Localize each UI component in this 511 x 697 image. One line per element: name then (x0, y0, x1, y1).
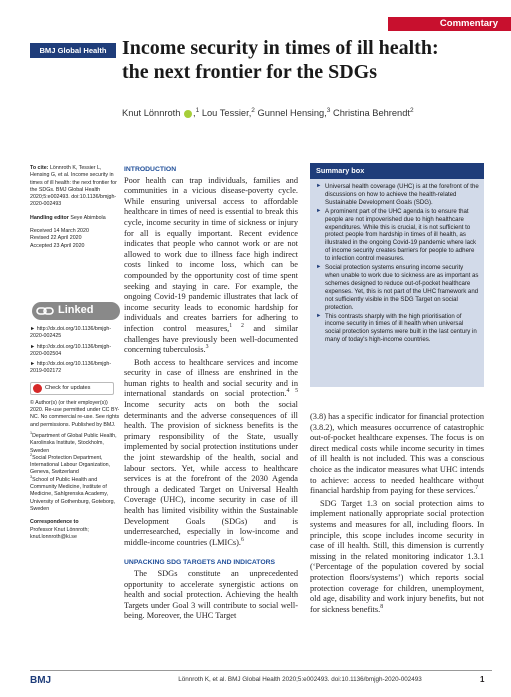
chain-link-icon (36, 305, 54, 317)
paragraph (310, 499, 484, 616)
page-number: 1 (480, 675, 485, 684)
accepted-date: Accepted 23 April 2020 (30, 242, 85, 249)
article-title (122, 36, 492, 84)
cite-label: To cite: (30, 165, 49, 171)
linked-ref-link[interactable]: ► http://dx.doi.org/10.1136/bmjgh-2020-002425 (30, 325, 112, 340)
linked-logo (32, 302, 120, 320)
editor-name: Seye Abimbola (70, 214, 106, 221)
summary-box (310, 163, 484, 387)
affil-num: 1 (30, 431, 33, 436)
affiliation (30, 474, 120, 513)
summary-item: ► Social protection systems ensuring income security when unable to work due to sickness are as important as schemes designed to reduce out-of-pocket healthcare expenses. Yet, this is not part of the UHC framework and not sufficiently visible in the SDG Target on social protection. (316, 264, 479, 311)
author-affil: 2 (409, 106, 414, 114)
article-sidebar (30, 165, 120, 541)
author-name: Knut Lönnroth (122, 108, 181, 118)
author-name: Christina Behrendt (332, 108, 410, 118)
linked-ref-link[interactable]: ► http://dx.doi.org/10.1136/bmjgh-2019-002172 (30, 361, 112, 375)
affil-text: School of Public Health and Community Medicine, Institute of Medicine, Sahlgrenska Academy, University of Gothenburg, Goteborg, Sweden (30, 476, 116, 512)
paragraph-text: Poor health can trap individuals, families and communities in a vicious disease-poverty cycle. While ensuring universal access to affordable healthcare in times of need is essential to break this cycle, income security in time of sickness or injury for all is equally important. Recent evidence indicates that people who cannot work or are not allowed to work due to illness face high indirect costs linked to income loss, which can be compounded by the opportunity cost of time spent seeking and staying in care. For example, the ongoing Covid-19 pandemic illustrates that lack of income security leads to economic hardship for individuals and creates barriers for adhering to infection control measures, (124, 175, 298, 333)
footer-divider (30, 670, 492, 671)
section-heading-introduction: INTRODUCTION (124, 166, 177, 173)
copyright-notice: © Author(s) (or their employer(s)) 2020. Re-use permitted under CC BY-NC. No commercial re-use. See rights and permissions. Published by BMJ. (30, 399, 120, 428)
cite-text: Lönnroth K, Tessier L, Hensing G, et al. Income security in times of ill health: the next frontier for the SDGs. BMJ Global Health 2020;5:e002493. doi:10.1136/bmjgh-2020-002493 (30, 165, 117, 208)
citation-ref[interactable]: 8 (380, 603, 384, 610)
paragraph-text: Income security acts on both the social determinants and the adverse consequences of ill health. The provision of sickness benefits is the primary responsibility of the State, usually implemented by social protection institutions under the joint stewardship of the health, social and labour sectors. Yet, while access to healthcare services is at the forefront of the 2030 Agenda through a dedicated Target on Universal Health Coverage (UHC), income security in case of ill health has limited visibility within the Sustainable Development Goals (SDGs) and is underresearched, especially in low-income and middle-income countries (LMICs). (124, 400, 298, 547)
paragraph-text: and similar challenges have previously been well-documented concerning tuberculosis. (124, 323, 298, 355)
section-banner (388, 17, 511, 31)
summary-box-title: Summary box (310, 163, 484, 179)
summary-item: ► Universal health coverage (UHC) is at the forefront of the discussions on how to achieve the health-related Sustainable Development Goals (SDG). (316, 183, 479, 207)
affiliation (30, 455, 120, 477)
citation-ref[interactable]: 7 (475, 485, 479, 492)
paragraph-text: SDG Target 1.3 on social protection aims to implement nationally appropriate social protection systems and measures for all, including floors. In principle, this scope includes income security in case of ill health. Still, this dimension is currently missing in the related monitoring indicator 1.3.1 (‘Percentage of the population covered by social protection floors/systems’) which reports social protection coverage for children, unemployment, old age, disability and work injury benefits, but not for sickness benefits. (310, 498, 484, 614)
citation-ref[interactable]: 4 5 (286, 388, 298, 395)
linked-ref-url[interactable]: http://dx.doi.org/10.1136/bmjgh-2019-002172 (30, 361, 112, 375)
handling-editor (30, 215, 120, 222)
author-list: Knut Lönnroth ,$^1$ Lou Tessier,$^2$ Gunnel Hensing,$^3$ Christina Behrendt$^2$ (122, 106, 414, 118)
paragraph (310, 412, 484, 497)
linked-label: Linked (58, 304, 94, 317)
citation-ref[interactable]: 6 (241, 537, 244, 543)
footer-brand: BMJ (30, 675, 52, 686)
author-name: Lou Tessier, (201, 108, 252, 118)
received-date: Received 14 March 2020 (30, 228, 89, 235)
body-column-left (124, 165, 298, 622)
affil-num: 3 (30, 474, 33, 479)
title-line-2: the next frontier for the SDGs (122, 61, 377, 83)
section-label: Commentary (439, 18, 498, 29)
linked-ref-url[interactable]: http://dx.doi.org/10.1136/bmjgh-2020-002504 (30, 343, 112, 357)
linked-ref-url[interactable]: http://dx.doi.org/10.1136/bmjgh-2020-002425 (30, 325, 112, 340)
title-line-1: Income security in times of ill health: (122, 37, 439, 59)
paragraph (124, 176, 298, 356)
body-column-right (310, 412, 484, 615)
paragraph-text: Both access to healthcare services and income security in case of illness are enshrined in the human rights to health and social security and in international standards on social protection. (124, 357, 298, 399)
journal-badge: BMJ Global Health (30, 43, 116, 58)
citation-ref[interactable]: 3 (205, 344, 209, 351)
orcid-icon[interactable] (184, 110, 192, 118)
editor-label: Handling editor (30, 214, 69, 221)
revised-date: Revised 22 April 2020 (30, 235, 82, 242)
author-affil: 3 (326, 106, 331, 114)
summary-item: ► A prominent part of the UHC agenda is to ensure that people are not impoverished due to high healthcare expenditures. While this is crucial, it is not sufficient to protect people from hardship in times of ill health, as illustrated in the ongoing Covid-19 pandemic where lack of income security creates barriers for people to adhere to infection control measures. (316, 208, 479, 263)
author-name: Gunnel Hensing, (257, 108, 327, 118)
linked-ref-link[interactable]: ► http://dx.doi.org/10.1136/bmjgh-2020-002504 (30, 343, 112, 357)
author-affil: 1 (195, 106, 200, 114)
author-affil: 2 (251, 106, 255, 114)
paragraph (124, 358, 298, 549)
correspondence-text: Professor Knut Lönnroth; knut.lonnroth@ki.se (30, 526, 89, 540)
check-updates-icon (33, 384, 42, 393)
affil-num: 2 (30, 453, 33, 458)
affil-text: Social Protection Department, International Labour Organization, Geneva, Switzerland (30, 454, 111, 476)
section-heading-unpacking: UNPACKING SDG TARGETS AND INDICATORS (124, 559, 276, 567)
cite-block (30, 165, 120, 209)
citation-ref[interactable]: 1 2 (229, 323, 244, 330)
affil-text: Department of Global Public Health, Karolinska Institute, Stockholm, Sweden (30, 432, 117, 454)
check-updates-button[interactable] (30, 382, 114, 395)
paragraph: The SDGs constitute an unprecedented opportunity to accelerate synergistic actions on health and social protection. Achieving the health Targets under Goal 3 will contribute to social well-being. Moreover, the UHC Target (124, 568, 298, 621)
paragraph-text: (3.8) has a specific indicator for financial protection (3.8.2), which measures occurrence of catastrophic out-of-pocket healthcare expenses. The focus is on direct medical costs while income security in times of ill health is not included. This was a conscious choice as the indicator measures what UHC intends to achieve: access to needed healthcare without financial hardship from paying for these services. (310, 412, 484, 496)
correspondence-label: Correspondence to (30, 519, 79, 526)
summary-item: ► This contrasts sharply with the high prioritisation of income security in times of ill health when universal social protection systems were built in the last century in many of today's high-income countries. (316, 313, 479, 345)
affiliation (30, 431, 120, 458)
check-updates-label: Check for updates (45, 384, 91, 391)
footer-citation: Lönnroth K, et al. BMJ Global Health 2020;5:e002493. doi:10.1136/bmjgh-2020-002493 (178, 676, 422, 683)
